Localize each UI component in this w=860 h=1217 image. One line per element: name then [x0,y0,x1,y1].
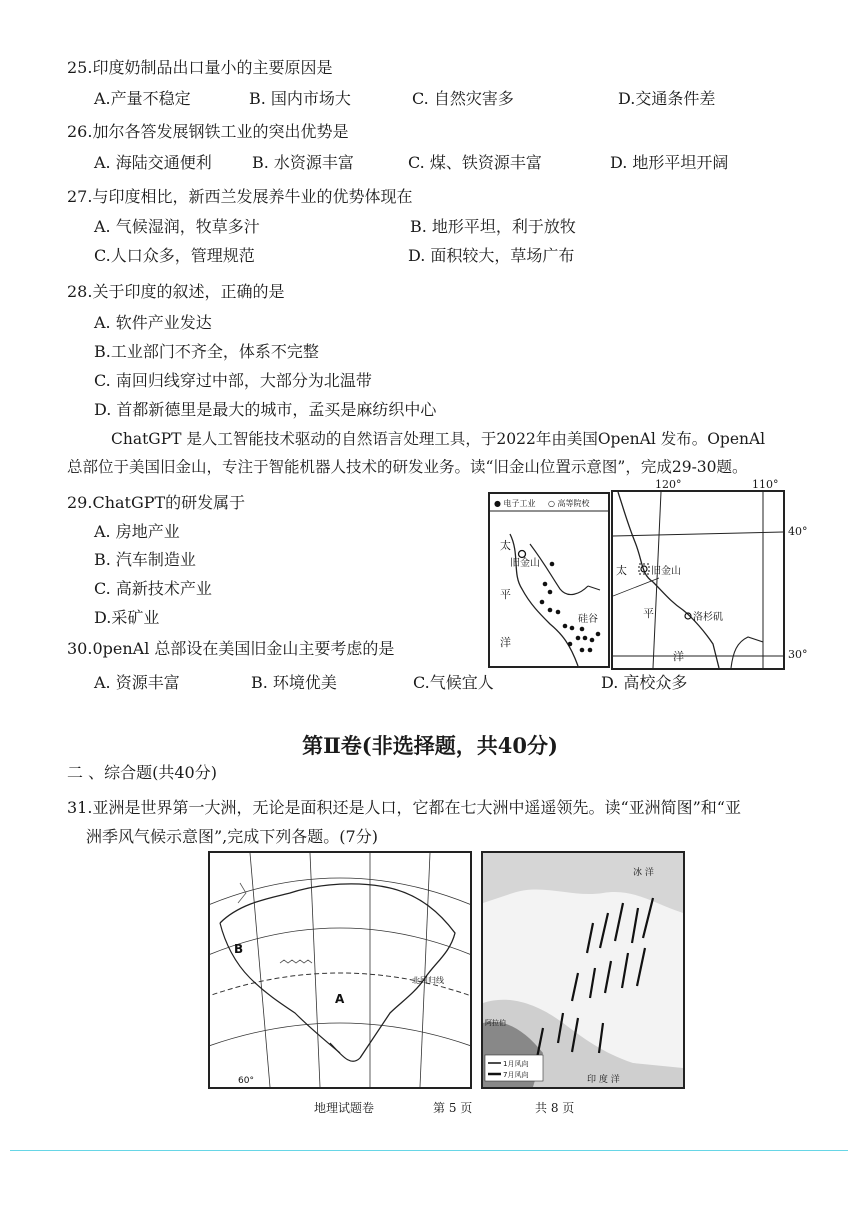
q29-option-a[interactable]: A. 房地产业 [94,522,180,541]
q31-line-1: 31.亚洲是世界第一大洲，无论是面积还是人口，它都在七大洲中遥遥领先。读“亚洲简图”和“亚 [67,798,741,817]
monsoon-label-ocean-top: 冰 洋 [633,868,654,878]
q26-option-d[interactable]: D. 地形平坦开阔 [610,153,729,172]
q30-option-b[interactable]: B. 环境优美 [251,673,337,692]
q27-option-a[interactable]: A. 气候湿润，牧草多汁 [94,217,260,236]
sf-location-sea-1: 太 [616,564,627,577]
asia-label-tropic: 北回归线 [412,976,444,985]
sf-detail-valley: 硅谷 [578,614,598,625]
sf-location-sea-3: 洋 [673,650,684,663]
q28-option-b[interactable]: B.工业部门不齐全，体系不完整 [94,342,319,361]
monsoon-label-arabia: 阿拉伯 [485,1019,506,1027]
q28-option-a[interactable]: A. 软件产业发达 [94,313,212,332]
monsoon-legend-jan: 1月风向 [503,1060,529,1068]
sf-location-map [611,490,785,670]
legend-college: ○ 高等院校 [548,499,590,508]
q25-option-d[interactable]: D.交通条件差 [618,89,716,108]
lon-110-label: 110° [752,478,779,491]
q27-option-d[interactable]: D. 面积较大，草场广布 [408,246,575,265]
section-title: 第Ⅱ卷(非选择题，共40分) [302,733,558,758]
q29-option-b[interactable]: B. 汽车制造业 [94,550,196,569]
q29-stem: 29.ChatGPT的研发属于 [67,493,246,512]
q25-stem: 25.印度奶制品出口量小的主要原因是 [67,58,333,77]
lat-40-label: 40° [788,525,808,538]
q26-option-c[interactable]: C. 煤、铁资源丰富 [408,153,542,172]
sf-detail-city: 旧金山 [510,558,540,569]
sf-location-sea-2: 平 [643,607,654,620]
sf-location-city-la: 洛杉矶 [693,612,723,623]
q30-option-d[interactable]: D. 高校众多 [601,673,688,692]
q30-option-a[interactable]: A. 资源丰富 [94,673,180,692]
q26-stem: 26.加尔各答发展钢铁工业的突出优势是 [67,122,349,141]
q26-option-b[interactable]: B. 水资源丰富 [252,153,354,172]
monsoon-label-ocean-bottom: 印 度 洋 [587,1075,620,1085]
page-bottom-rule [10,1150,848,1151]
sf-detail-map [488,492,610,668]
asia-label-a: A [335,992,345,1006]
q28-stem: 28.关于印度的叙述，正确的是 [67,282,285,301]
sf-detail-sea-2: 平 [500,588,511,601]
sf-detail-sea-1: 太 [500,539,511,552]
q30-stem: 30.0penAl 总部设在美国旧金山主要考虑的是 [67,639,395,658]
q25-option-b[interactable]: B. 国内市场大 [249,89,351,108]
q25-option-a[interactable]: A.产量不稳定 [94,89,191,108]
q29-option-c[interactable]: C. 高新技术产业 [94,579,212,598]
q29-option-d[interactable]: D.采矿业 [94,608,160,627]
q27-option-b[interactable]: B. 地形平坦，利于放牧 [410,217,576,236]
q27-option-c[interactable]: C.人口众多，管理规范 [94,246,255,265]
q28-option-d[interactable]: D. 首都新德里是最大的城市，孟买是麻纺织中心 [94,400,437,419]
monsoon-map [481,851,685,1089]
sf-location-city-sf: 旧金山 [651,566,681,577]
asia-label-lon: 60° [238,1076,254,1086]
lat-30-label: 30° [788,648,808,661]
sf-detail-sea-3: 洋 [500,636,511,649]
passage-line-1: ChatGPT 是人工智能技术驱动的自然语言处理工具，于2022年由美国OpenAl 发布。OpenAl [111,430,766,448]
legend-electronics: ● 电子工业 [494,499,536,508]
footer-page: 第 5 页 [433,1101,473,1115]
q28-option-c[interactable]: C. 南回归线穿过中部，大部分为北温带 [94,371,372,390]
q26-option-a[interactable]: A. 海陆交通便利 [94,153,212,172]
q25-option-c[interactable]: C. 自然灾害多 [412,89,514,108]
q31-line-2: 洲季风气候示意图”,完成下列各题。(7分) [86,827,378,846]
asia-map [208,851,472,1089]
section-subtitle: 二 、综合题(共40分) [67,763,217,782]
footer-subject: 地理试题卷 [314,1101,375,1115]
lon-120-label: 120° [655,478,682,491]
asia-label-b: B [234,942,244,956]
monsoon-legend-jul: 7月风向 [503,1071,529,1079]
q30-option-c[interactable]: C.气候宜人 [413,673,494,692]
footer-total: 共 8 页 [535,1101,575,1115]
q27-stem: 27.与印度相比，新西兰发展养牛业的优势体现在 [67,187,413,206]
passage-line-2: 总部位于美国旧金山，专注于智能机器人技术的研发业务。读“旧金山位置示意图”，完成29-30题。 [67,458,748,476]
